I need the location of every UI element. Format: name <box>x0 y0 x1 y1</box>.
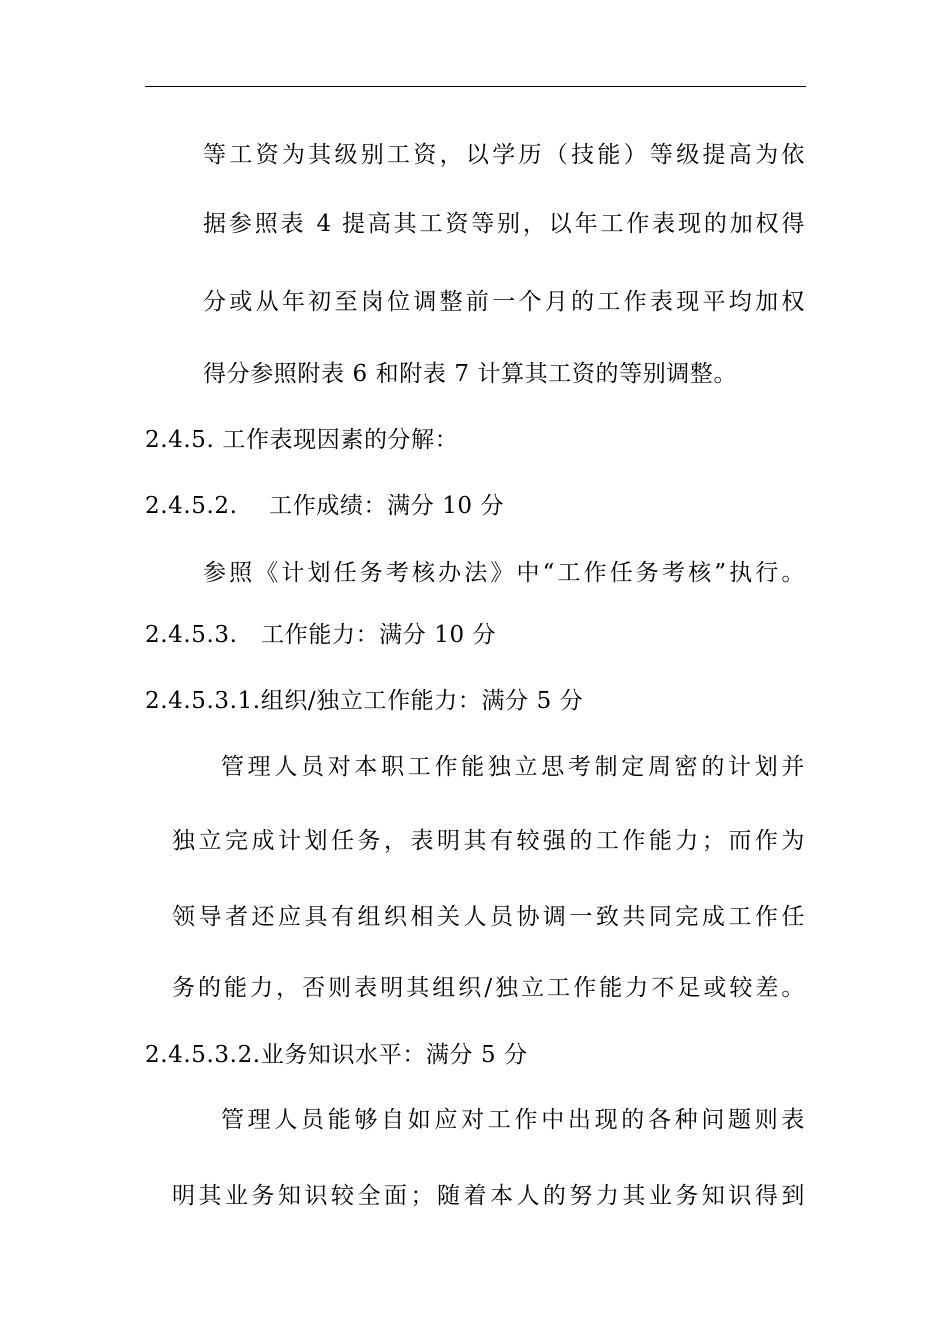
body-text-line: 管理人员对本职工作能独立思考制定周密的计划并 <box>221 754 805 780</box>
body-text-line: 独立完成计划任务，表明其有较强的工作能力；而作为 <box>172 828 805 854</box>
header-rule <box>145 86 806 87</box>
section-heading: 2.4.5.3.1.组织/独立工作能力：满分 5 分 <box>145 688 584 714</box>
body-text-line: 据参照表 4 提高其工资等别，以年工作表现的加权得 <box>203 211 805 237</box>
section-heading: 2.4.5.3.2.业务知识水平：满分 5 分 <box>145 1042 528 1068</box>
section-heading: 2.4.5.3. 工作能力：满分 10 分 <box>145 622 497 648</box>
body-text-line: 得分参照附表 6 和附表 7 计算其工资的等别调整。 <box>203 361 738 387</box>
body-text-line: 领导者还应具有组织相关人员协调一致共同完成工作任 <box>172 904 805 930</box>
body-text-line: 管理人员能够自如应对工作中出现的各种问题则表 <box>221 1107 805 1133</box>
body-text-line: 务的能力，否则表明其组织/独立工作能力不足或较差。 <box>172 975 805 1001</box>
body-text-line: 分或从年初至岗位调整前一个月的工作表现平均加权 <box>203 289 805 315</box>
section-heading: 2.4.5.2. 工作成绩：满分 10 分 <box>145 493 505 519</box>
body-text-line: 参照《计划任务考核办法》中“工作任务考核”执行。 <box>203 560 805 586</box>
body-text-line: 明其业务知识较全面；随着本人的努力其业务知识得到 <box>172 1183 805 1209</box>
section-heading: 2.4.5. 工作表现因素的分解： <box>145 427 459 453</box>
body-text-line: 等工资为其级别工资，以学历（技能）等级提高为依 <box>203 142 805 168</box>
